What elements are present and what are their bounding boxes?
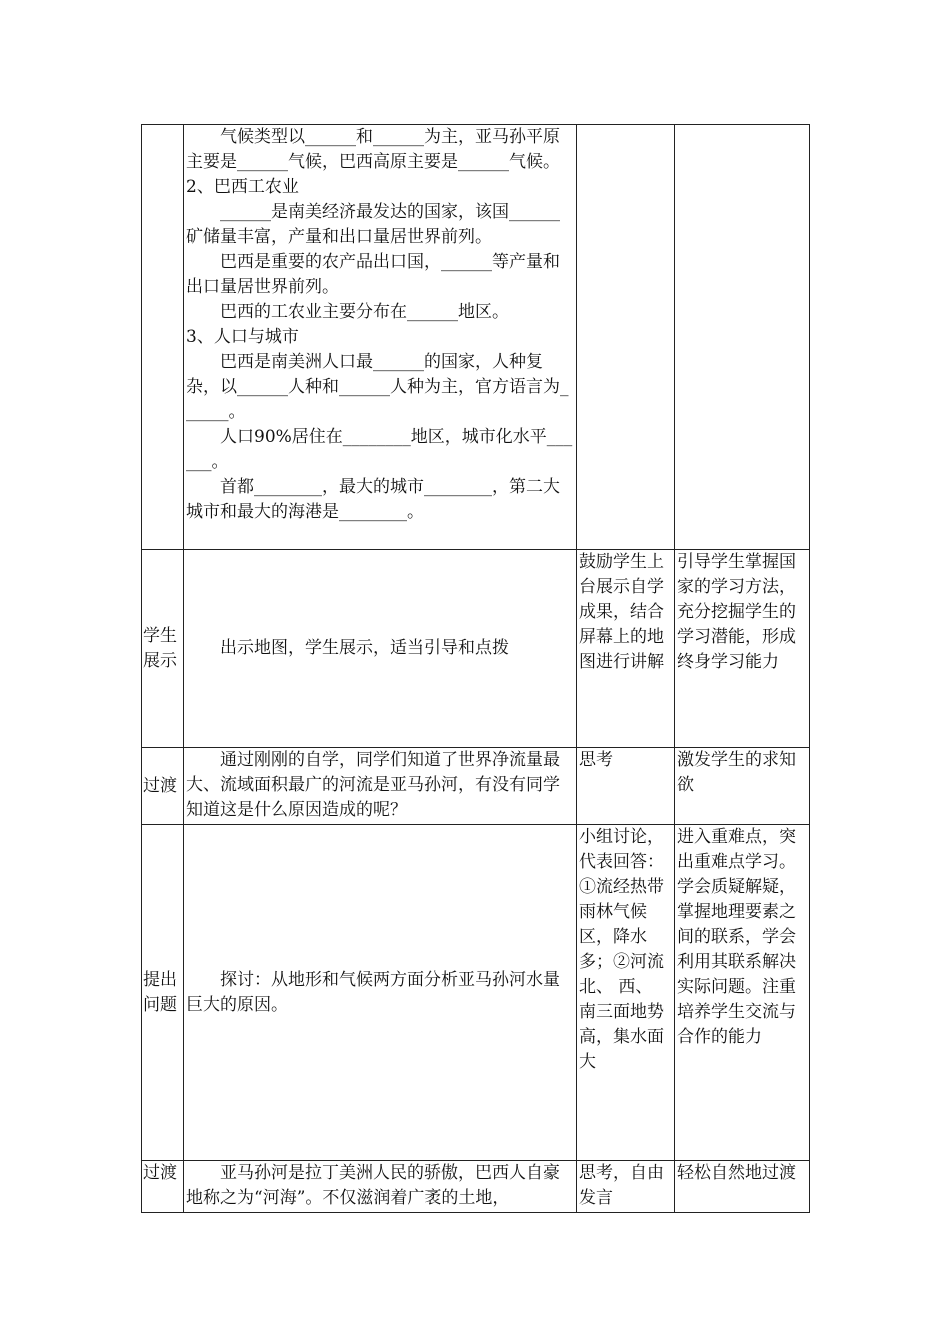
paragraph: 出示地图，学生展示，适当引导和点拨 <box>220 638 509 658</box>
lesson-plan-table <box>141 124 810 1213</box>
design-purpose: 进入重难点，突出重难点学习。学会质疑解疑，掌握地理要素之间的联系，学会利用其联系解决实际问题。注重培养学生交流与合作的能力 <box>675 825 810 1161</box>
row-content <box>184 825 577 1161</box>
table-row <box>142 748 810 825</box>
student-activity: 鼓励学生上台展示自学成果，结合屏幕上的地图进行讲解 <box>577 550 675 748</box>
paragraph: 巴西的工农业主要分布在______地区。 <box>220 302 509 322</box>
row-content <box>184 1161 577 1213</box>
paragraph: 人口90%居住在________地区，城市化水平______。 <box>186 427 573 472</box>
paragraph: 探讨：从地形和气候两方面分析亚马孙河水量巨大的原因。 <box>186 969 560 1015</box>
row-content <box>184 125 577 550</box>
student-activity <box>577 125 675 550</box>
row-label: 提出问题 <box>142 825 184 1161</box>
row-content <box>184 550 577 748</box>
student-activity: 小组讨论，代表回答：①流经热带雨林气候区，降水多；②河流北、 西、 南三面地势高，集水面大 <box>577 825 675 1161</box>
section-heading: 3、人口与城市 <box>186 327 299 347</box>
row-label: 学生展示 <box>142 550 184 748</box>
paragraph: 通过刚刚的自学，同学们知道了世界净流量最大、流域面积最广的河流是亚马孙河，有没有同学知道这是什么原因造成的呢？ <box>186 750 560 820</box>
paragraph: 气候类型以______和______为主，亚马孙平原主要是______气候，巴西高原主要是______气候。 <box>186 127 560 172</box>
paragraph: ______是南美经济最发达的国家，该国______矿储量丰富，产量和出口量居世界前列。 <box>186 202 560 247</box>
table-row <box>142 825 810 1161</box>
design-purpose: 激发学生的求知欲 <box>675 748 810 825</box>
table-row <box>142 1161 810 1213</box>
row-content <box>184 748 577 825</box>
paragraph: 巴西是重要的农产品出口国，______等产量和出口量居世界前列。 <box>186 252 560 297</box>
section-heading: 2、巴西工农业 <box>186 177 299 197</box>
row-label: 过渡 <box>142 748 184 825</box>
design-purpose <box>675 125 810 550</box>
table-row <box>142 550 810 748</box>
paragraph: 首都________，最大的城市________，第二大城市和最大的海港是________。 <box>186 477 560 522</box>
row-label: 过渡 <box>142 1161 184 1213</box>
design-purpose: 引导学生掌握国家的学习方法，充分挖掘学生的学习潜能，形成终身学习能力 <box>675 550 810 748</box>
student-activity: 思考，自由发言 <box>577 1161 675 1213</box>
paragraph: 亚马孙河是拉丁美洲人民的骄傲，巴西人自豪地称之为“河海”。不仅滋润着广袤的土地， <box>186 1163 560 1208</box>
design-purpose: 轻松自然地过渡 <box>675 1161 810 1213</box>
student-activity: 思考 <box>577 748 675 825</box>
table-row <box>142 125 810 550</box>
paragraph: 巴西是南美洲人口最______的国家，人种复杂，以______人种和______人种为主，官方语言为______。 <box>186 352 569 422</box>
row-label <box>142 125 184 550</box>
